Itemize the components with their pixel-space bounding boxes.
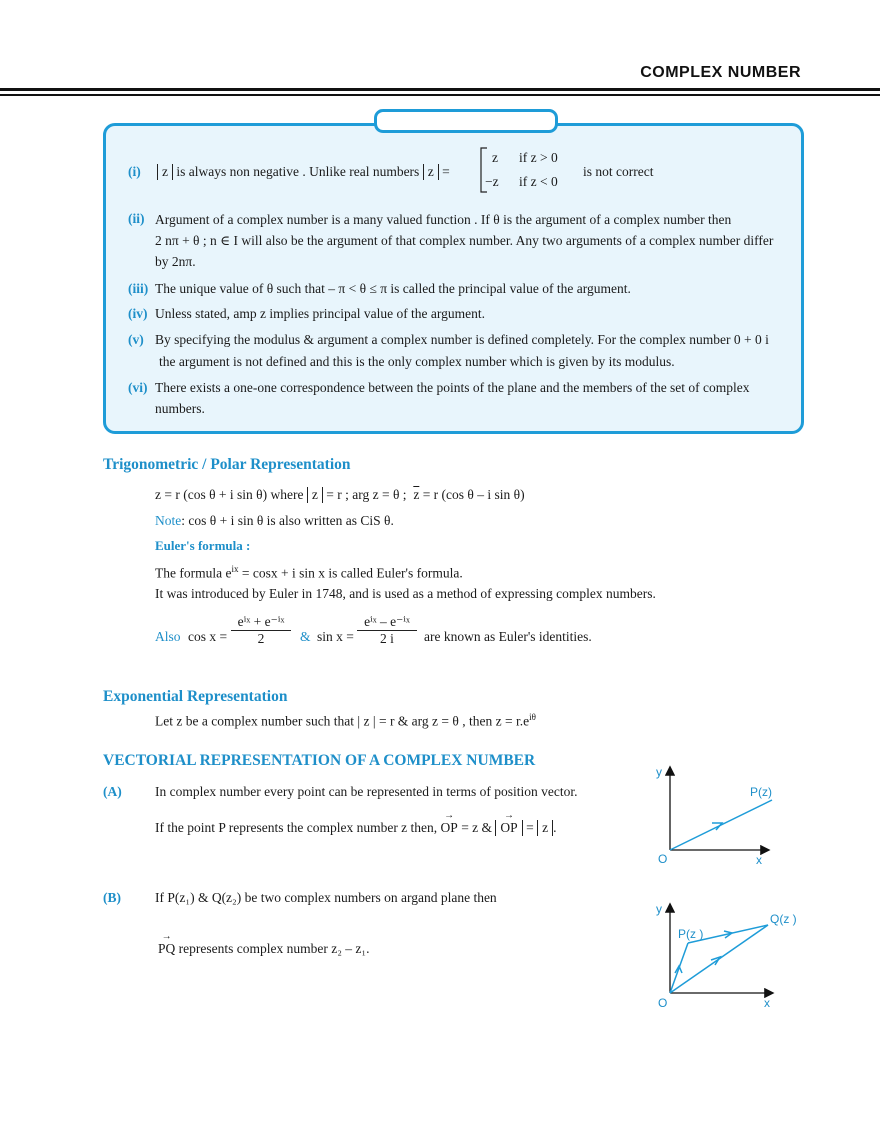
fig1-y-label: y — [656, 765, 662, 779]
ampersand: & — [300, 629, 311, 644]
exp-text — [155, 712, 536, 730]
note-v-line2: the argument is not defined and this is the only complex number which is given by its modulus. — [159, 354, 675, 369]
note-line — [155, 513, 394, 529]
page-title: COMPLEX NUMBER — [640, 64, 801, 81]
note-v-line1: By specifying the modulus & argument a complex number is defined completely. For the complex number 0 + 0 i — [155, 332, 769, 347]
euler-line2: It was introduced by Euler in 1748, and is used as a method of expressing complex numbers. — [155, 586, 656, 601]
modulus-z-vect: z — [537, 820, 553, 836]
euler-label: Euler's formula : — [155, 538, 251, 553]
note-ii-label: (ii) — [128, 211, 145, 226]
note-iv-label: (iv) — [128, 306, 148, 321]
case1-cond: if z > 0 — [519, 150, 558, 165]
notes-box-tab — [374, 109, 558, 133]
note-label: Note — [155, 513, 182, 528]
vector-pq-text: PQ — [158, 941, 176, 956]
header-rule-thin — [0, 94, 880, 96]
note-i-text1: is always non negative . Unlike real numbers — [176, 164, 420, 179]
euler-line1 — [155, 564, 463, 582]
header-rule — [0, 88, 880, 91]
polar-eq-a: z = r (cos θ + i sin θ) where — [155, 487, 304, 502]
note-vi-line2: numbers. — [155, 401, 205, 416]
trig-heading: Trigonometric / Polar Representation — [103, 456, 351, 473]
vect-b-line2 — [158, 931, 370, 957]
note-v-label: (v) — [128, 332, 144, 347]
cos-numerator: eⁱˣ + e⁻ⁱˣ — [231, 614, 291, 631]
identities-text: are known as Euler's identities. — [424, 629, 592, 644]
cos-fraction — [231, 614, 291, 647]
note-iii-text: The unique value of θ such that – π < θ ≤ π is called the principal value of the argument. — [155, 281, 631, 296]
note-i-text2: is not correct — [583, 164, 654, 179]
note-ii-line2: 2 nπ + θ ; n ∈ I will also be the argument of that complex number. Any two arguments of a complex number differ — [155, 233, 774, 248]
note-i-eq: = — [442, 164, 450, 179]
note-ii-line1: Argument of a complex number is a many valued function . If θ is the argument of a complex number then — [155, 212, 732, 227]
case2-cond: if z < 0 — [519, 174, 558, 189]
polar-eq-c: = r (cos θ – i sin θ) — [422, 487, 525, 502]
modulus-z-2: z — [423, 164, 439, 180]
polar-equation — [155, 487, 525, 503]
vect-b-line1: If P(z₁) & Q(z₂) be two complex numbers on argand plane then — [155, 890, 497, 905]
fig1-x-label: x — [756, 853, 762, 867]
euler1-b: = cosx + i sin x is called Euler's formula. — [238, 565, 463, 581]
vect-a-line2 — [155, 810, 557, 836]
case1-val: z — [492, 150, 498, 165]
sin-numerator: eⁱˣ – e⁻ⁱˣ — [357, 614, 417, 631]
note-iv-text: Unless stated, amp z implies principal value of the argument. — [155, 306, 486, 321]
vect-a-line2-b: = z & — [461, 820, 493, 835]
vect-heading: VECTORIAL REPRESENTATION OF A COMPLEX NUMBER — [103, 752, 536, 769]
euler1-a: The formula e — [155, 565, 232, 581]
fig2-p-label: P(z ) — [678, 927, 704, 941]
exp-text-a: Let z be a complex number such that | z | = r & arg z = θ , then z = r.e — [155, 713, 530, 729]
polar-modz: z — [307, 487, 323, 503]
modulus-z: z — [157, 164, 173, 180]
vect-a-label: (A) — [103, 784, 122, 799]
note-vi-line1: There exists a one-one correspondence between the points of the plane and the members of the set of complex — [155, 380, 750, 395]
modulus-op: → OP — [495, 820, 522, 836]
note-text: : cos θ + i sin θ is also written as CiS θ. — [181, 513, 394, 528]
sin-lhs: sin x = — [317, 629, 354, 644]
vect-a-line2-a: If the point P represents the complex number z then, — [155, 820, 438, 835]
note-iii-label: (iii) — [128, 281, 149, 296]
note-i-label: (i) — [128, 164, 141, 179]
also-label: Also — [155, 629, 181, 644]
note-i-text — [157, 164, 450, 180]
exp-sup: iθ — [529, 712, 536, 722]
note-ii-text — [155, 209, 797, 272]
fig2-origin-label: O — [658, 996, 668, 1010]
vector-pq: → PQ — [158, 931, 176, 956]
figure-pq-vector — [650, 895, 810, 1015]
figure-position-vector — [650, 760, 790, 870]
sin-fraction — [357, 614, 417, 647]
polar-eq-b: = r ; arg z = θ ; — [326, 487, 407, 502]
vect-b-label: (B) — [103, 890, 121, 905]
note-vi-label: (vi) — [128, 380, 148, 395]
vect-b-line2-text: represents complex number z₂ – z₁. — [178, 941, 370, 956]
fig1-origin-label: O — [658, 852, 668, 866]
note-ii-line3: by 2nπ. — [155, 254, 196, 269]
fig2-x-label: x — [764, 996, 770, 1010]
op-line — [670, 943, 688, 993]
vect-a-line1: In complex number every point can be represented in terms of position vector. — [155, 784, 578, 799]
sin-denominator: 2 i — [380, 631, 394, 646]
exp-heading: Exponential Representation — [103, 688, 288, 705]
cos-lhs: cos x = — [188, 629, 228, 644]
fig2-y-label: y — [656, 902, 662, 916]
fig1-p-label: P(z) — [750, 785, 772, 799]
cos-denominator: 2 — [257, 631, 265, 646]
vector-op-text: OP — [440, 820, 458, 835]
fig2-q-label: Q(z ) — [770, 912, 797, 926]
case2-val: −z — [485, 174, 499, 189]
vect-a-line2-d: . — [553, 820, 557, 835]
euler1-sup: ix — [231, 564, 239, 574]
vector-op-text-2: OP — [500, 820, 518, 835]
vector-op: → OP — [440, 810, 458, 835]
z-conjugate: $\overline{z}$ — [413, 487, 420, 502]
vect-a-line2-c: = — [526, 820, 534, 835]
